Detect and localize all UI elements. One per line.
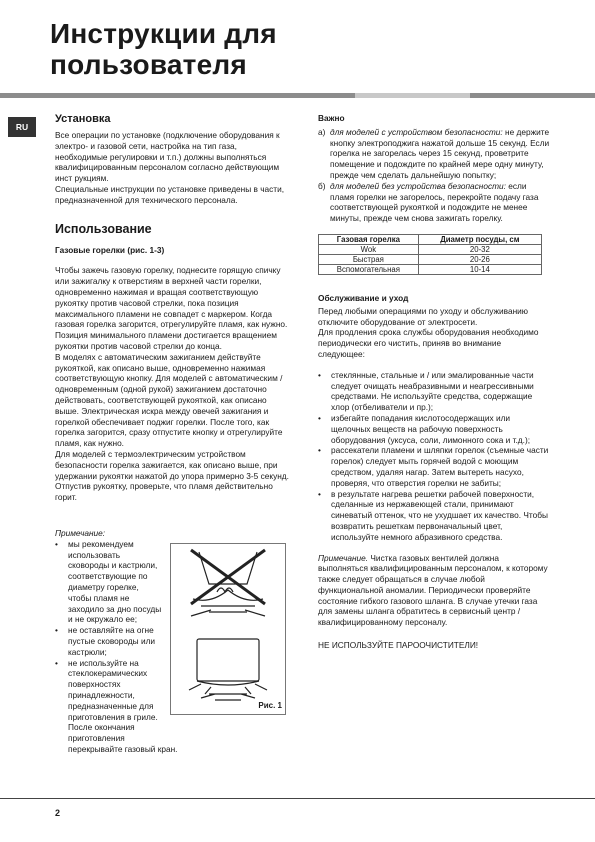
note-item-text: не используйте на стеклокерамических поверхностях принадлежности, предназначенные для приготовления в гриле. После окончания приготовления перекрывайте газовый кран. <box>68 657 178 754</box>
page-title <box>50 18 277 80</box>
burners-paragraph-2: В моделях с автоматическим зажиганием действуйте рукояткой, как описано выше, одновременно нажимая соответствующую кнопку. Для моделей с автоматическим / одновременным (одной рукой) зажиганием достаточно действовать, соответствующей рукояткой, как описано выше. Электрическая искра между овечей зажигания и горелкой обеспечивает поджиг горелки. После того, как горелка загорится, сразу отпустите кнопку и отрегулируйте пламя, как нужно. <box>55 351 283 449</box>
table-cell: Быстрая <box>319 254 419 264</box>
care-item: • избегайте попадания кислотосодержащих или щелочных веществ на рабочую поверхность оборудования (уксуса, соли, лимонного сока и т.д.); <box>318 413 550 445</box>
table-cell: Вспомогательная <box>319 264 419 274</box>
table-header: Диаметр посуды, см <box>418 234 541 244</box>
install-heading: Установка <box>55 113 111 125</box>
title-line-2: пользователя <box>50 49 247 80</box>
header-divider-right <box>470 93 595 98</box>
important-item-a <box>318 127 550 181</box>
page-number: 2 <box>55 808 61 818</box>
title-line-1: Инструкции для <box>50 18 277 49</box>
care-item: • в результате нагрева решетки рабочей поверхности, сделанные из нержавеющей стали, принимают синеватый оттенок, что не ухудшает их качество. Чтобы возвратить решеткам первоначальный цвет, используйте немного абразивного средства. <box>318 489 550 543</box>
table-cell: 20-26 <box>418 254 541 264</box>
figure-label: Рис. 1 <box>258 701 282 710</box>
left-column <box>55 113 290 503</box>
care-paragraph-2: Для продления срока службы оборудования необходимо периодически его чистить, приняв во внимание следующее: <box>318 327 539 359</box>
item-italic: для моделей с устройством безопасности: <box>330 126 503 137</box>
use-heading: Использование <box>55 221 152 236</box>
important-item-b <box>318 181 550 224</box>
item-prefix: б) <box>318 180 326 191</box>
note-label: Примечание: <box>55 528 106 538</box>
table-cell: 20-32 <box>418 244 541 254</box>
note-item: • мы рекомендуем использовать сковороды и кастрюли, соответствующие по диаметру горелке, чтобы пламя не заходило за дно посуды и не окружало ее; <box>55 539 163 625</box>
language-tab: RU <box>8 117 36 137</box>
table-row <box>319 254 542 264</box>
header-divider-light <box>355 93 470 98</box>
note-block <box>55 528 178 755</box>
care-paragraph-1: Перед любыми операциями по уходу и обслуживанию отключите оборудование от электросети. <box>318 305 529 327</box>
table-row <box>319 244 542 254</box>
care-item: • стеклянные, стальные и / или эмалированные части следует очищать неабразивными и неагрессивными средствами. Не используйте средства, содержащие хлор (отбеливатели и пр.); <box>318 370 550 413</box>
figure-1 <box>170 543 286 715</box>
table-cell: Wok <box>319 244 419 254</box>
install-paragraph-2: Специальные инструкции по установке приведены в части, предназначенной для технического персонала. <box>55 183 285 205</box>
install-paragraph-1: Все операции по установке (подключение оборудования к электро- и газовой сети, настройка на тип газа, необходимые регулировки и т.п.) должны выполняться квалифицированным персоналом согласно действующим инст рукциям. <box>55 130 280 184</box>
important-heading: Важно <box>318 113 345 123</box>
note2-text: Чистка газовых вентилей должна выполняться квалифицированным персоналом, к которому также следует обращаться в случае любой функциональной аномалии. Периодически проверяйте состояние гибкого газового шланга. В случае утечки газа для замены шланга обратитесь в сервисный центр / квалифицированному персоналу. <box>318 552 548 628</box>
care-list <box>318 370 550 543</box>
care-item: • рассекатели пламени и шляпки горелок (съемные части горелок) следует мыть горячей водой с моющим средством, удаляя нагар. Затем вытереть насухо, проверяя, что отверстия горелки не забиты; <box>318 445 550 488</box>
care-heading: Обслуживание и уход <box>318 292 409 303</box>
burners-paragraph-1: Чтобы зажечь газовую горелку, поднесите горящую спичку или зажигалку к отверстиям в верхней части горелки, одновременно нажимая и вращая соответствующую рукоятку против часовой стрелки, пока позиция максимального пламени не совпадет с маркером. Когда газовая горелка загорится, отрегулируйте пламя, как нужно. Позиция минимального пламени достигается вращением рукоятки против часовой стрелки до конца. <box>55 265 288 351</box>
table-row <box>319 264 542 274</box>
note2-label: Примечание. <box>318 552 369 563</box>
table-header: Газовая горелка <box>319 234 419 244</box>
warning-text: НЕ ИСПОЛЬЗУЙТЕ ПАРООЧИСТИТЕЛИ! <box>318 640 479 651</box>
right-column <box>318 113 550 651</box>
header-divider <box>0 93 355 98</box>
note-item <box>55 657 178 755</box>
item-text: не держите кнопку электроподжига нажатой дольше 15 секунд. Если горелка не загорелась через 15 секунд, проветрите помещение и подождите по крайней мере одну минуту, прежде чем сделать дальнейшую попытку; <box>330 126 550 180</box>
item-italic: для моделей без устройства безопасности: <box>330 180 506 191</box>
note-list <box>55 538 178 755</box>
pot-outline-correct <box>197 639 259 681</box>
footer-divider <box>0 798 595 799</box>
burner-table <box>318 234 542 275</box>
note2-paragraph <box>318 553 550 629</box>
item-prefix: а) <box>318 126 326 137</box>
burners-heading: Газовые горелки (рис. 1-3) <box>55 244 165 255</box>
burners-paragraph-3: Для моделей с термоэлектрическим устройством безопасности горелка зажигается, как описано выше, при удержании рукоятки нажатой до упора примерно 3-5 секунд. Отпустив рукоятку, проверьте, что пламя действительно горит. <box>55 448 289 503</box>
pot-outline-wrong <box>199 552 257 584</box>
burner-diagram <box>171 544 285 714</box>
note-item: • не оставляйте на огне пустые сковороды или кастрюли; <box>55 625 163 657</box>
table-cell: 10-14 <box>418 264 541 274</box>
item-text: если пламя горелки не загорелось, перекройте подачу газа соответствующей рукояткой и подождите не менее минуты, прежде чем снова зажигать горелку. <box>330 180 539 224</box>
